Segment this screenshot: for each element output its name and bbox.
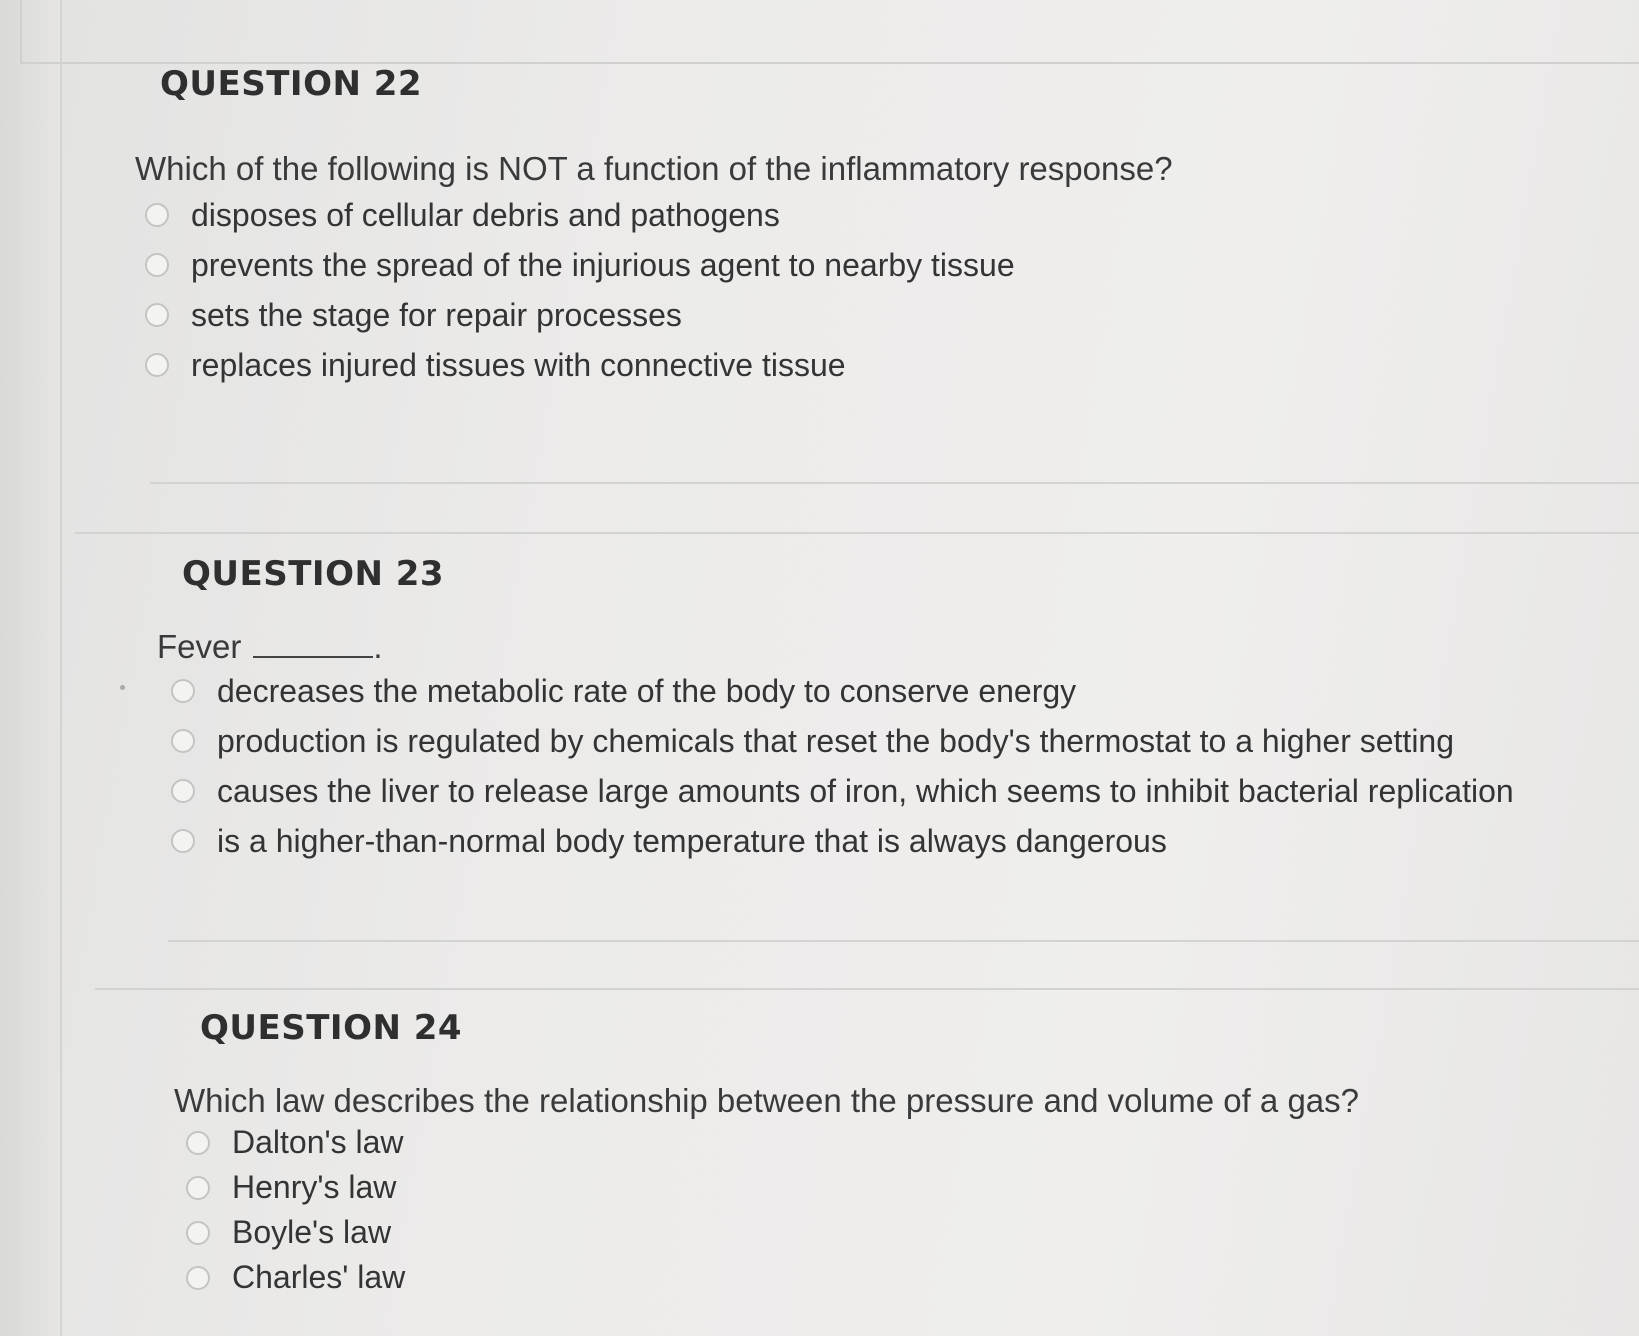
answer-option[interactable] [171,816,1514,866]
radio-button[interactable] [171,779,195,803]
question-23-body [157,628,1514,866]
answer-option-label: causes the liver to release large amounts of iron, which seems to inhibit bacterial replication [217,772,1514,809]
question-title: QUESTION 23 [182,554,445,594]
answer-option-label: Boyle's law [232,1214,392,1250]
answer-option-label: production is regulated by chemicals that reset the body's thermostat to a higher setting [217,722,1455,759]
answer-option-label: decreases the metabolic rate of the body to conserve energy [217,672,1077,709]
answer-option-label: replaces injured tissues with connective tissue [191,346,846,383]
answer-option[interactable] [186,1165,1359,1210]
question-24-body [174,1082,1359,1300]
question-title: QUESTION 22 [160,64,423,104]
answer-option[interactable] [186,1255,1359,1300]
left-page-edge [0,0,62,1336]
top-container-border [20,0,1639,64]
radio-button[interactable] [145,203,169,227]
answer-option[interactable] [145,340,1173,390]
question-divider [95,988,1639,990]
answer-option[interactable] [186,1120,1359,1165]
radio-button[interactable] [186,1176,210,1200]
radio-button[interactable] [145,303,169,327]
answer-option-label: prevents the spread of the injurious agent to nearby tissue [191,246,1015,283]
question-22 [160,64,422,104]
radio-button[interactable] [171,679,195,703]
answer-option[interactable] [145,190,1173,240]
answer-option[interactable] [171,766,1514,816]
radio-button[interactable] [186,1266,210,1290]
question-divider [168,940,1639,942]
question-stem: Fever [157,628,242,665]
answer-option[interactable] [186,1210,1359,1255]
answer-option-label: is a higher-than-normal body temperature that is always dangerous [217,822,1167,859]
question-text: Which law describes the relationship between the pressure and volume of a gas? [174,1082,1360,1119]
radio-button[interactable] [145,253,169,277]
radio-button[interactable] [171,729,195,753]
answer-option-label: Henry's law [232,1169,397,1205]
answer-option-label: disposes of cellular debris and pathogens [191,196,780,233]
question-stem-end: . [373,628,383,665]
answer-options [171,666,1514,866]
radio-button[interactable] [145,353,169,377]
answer-options [186,1120,1359,1300]
answer-option-label: Charles' law [232,1259,406,1295]
radio-button[interactable] [171,829,195,853]
question-23 [182,554,444,594]
question-divider [150,482,1639,484]
answer-option[interactable] [171,666,1514,716]
question-22-body [135,150,1173,390]
radio-button[interactable] [186,1131,210,1155]
stray-dot [120,685,125,690]
question-text: Which of the following is NOT a function of the inflammatory response? [135,150,1173,187]
answer-option[interactable] [171,716,1514,766]
answer-option-label: sets the stage for repair processes [191,296,682,333]
question-divider [75,532,1639,534]
question-title: QUESTION 24 [200,1008,463,1048]
question-text [157,628,1514,666]
fill-in-blank [253,652,373,658]
answer-option[interactable] [145,290,1173,340]
answer-options [145,190,1173,390]
question-24 [200,1008,462,1048]
radio-button[interactable] [186,1221,210,1245]
answer-option[interactable] [145,240,1173,290]
answer-option-label: Dalton's law [232,1124,404,1160]
